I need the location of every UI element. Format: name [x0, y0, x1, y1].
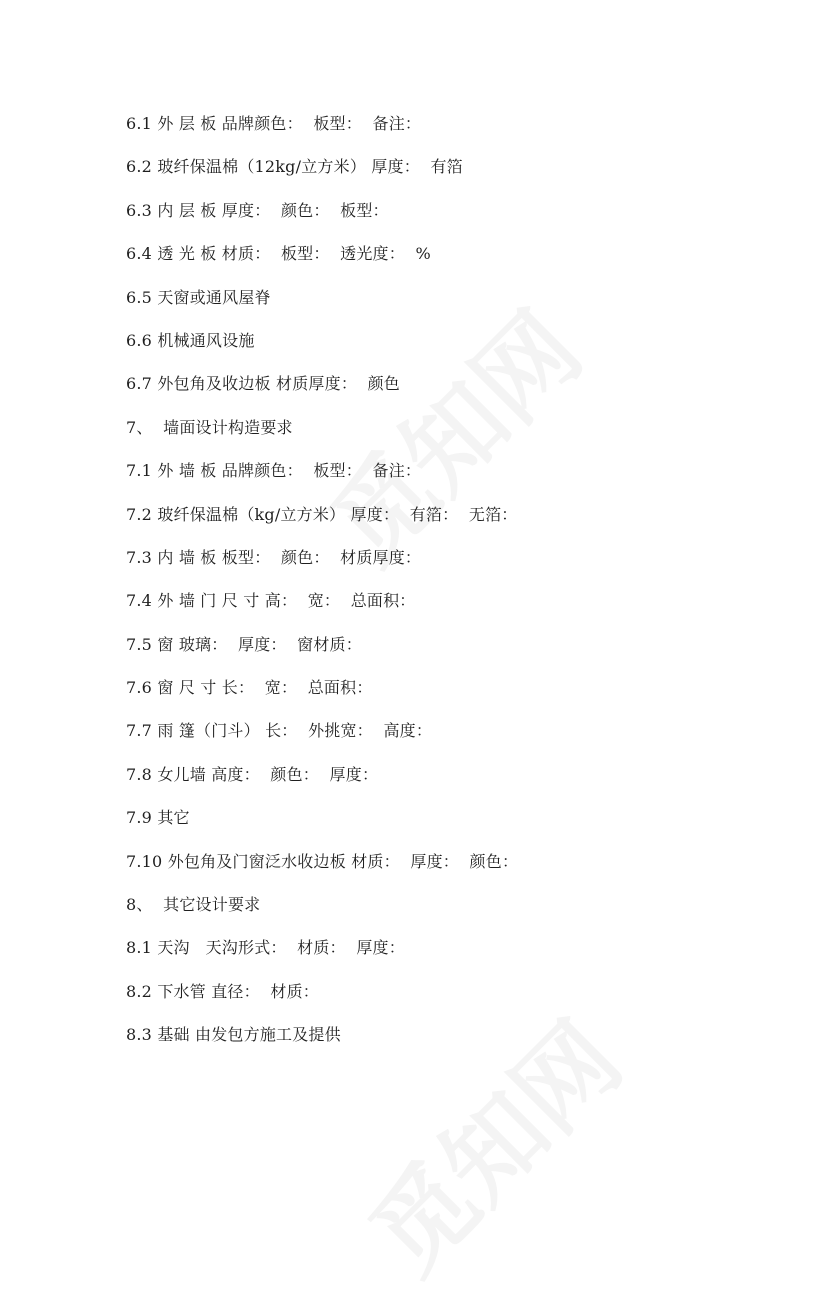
item-6-4: 6.4 透 光 板 材质： 板型： 透光度： %: [126, 244, 431, 264]
item-7-8: 7.8 女儿墙 高度： 颜色： 厚度：: [126, 764, 379, 784]
item-7-7: 7.7 雨 篷（门斗） 长： 外挑宽： 高度：: [126, 721, 433, 741]
item-7-1: 7.1 外 墙 板 品牌颜色： 板型： 备注：: [126, 461, 422, 481]
item-7-6: 7.6 窗 尺 寸 长： 宽： 总面积：: [126, 678, 373, 698]
document-body: [126, 110, 746, 1065]
item-7-2: 7.2 玻纤保温棉（kg/立方米） 厚度： 有箔： 无箔：: [126, 504, 518, 524]
item-6-7: 6.7 外包角及收边板 材质厚度： 颜色: [126, 374, 400, 394]
section-7-heading: 7、 墙面设计构造要求: [126, 417, 293, 437]
item-6-1: 6.1 外 层 板 品牌颜色： 板型： 备注：: [126, 114, 422, 133]
item-8-3: 8.3 基础 由发包方施工及提供: [126, 1025, 341, 1045]
item-6-6: 6.6 机械通风设施: [126, 330, 255, 350]
item-8-1: 8.1 天沟 天沟形式： 材质： 厚度：: [126, 938, 405, 958]
item-6-5: 6.5 天窗或通风屋脊: [126, 287, 271, 307]
item-6-3: 6.3 内 层 板 厚度： 颜色： 板型：: [126, 200, 389, 220]
item-7-9: 7.9 其它: [126, 808, 190, 828]
item-7-4: 7.4 外 墙 门 尺 寸 高： 宽： 总面积：: [126, 591, 416, 611]
item-7-3: 7.3 内 墙 板 板型： 颜色： 材质厚度：: [126, 547, 422, 567]
item-7-10: 7.10 外包角及门窗泛水收边板 材质： 厚度： 颜色：: [126, 851, 519, 871]
item-8-2: 8.2 下水管 直径： 材质：: [126, 981, 319, 1001]
item-6-2: 6.2 玻纤保温棉（12kg/立方米） 厚度： 有箔: [126, 157, 463, 177]
section-8-heading: 8、 其它设计要求: [126, 895, 261, 915]
item-7-5: 7.5 窗 玻璃： 厚度： 窗材质：: [126, 634, 362, 654]
